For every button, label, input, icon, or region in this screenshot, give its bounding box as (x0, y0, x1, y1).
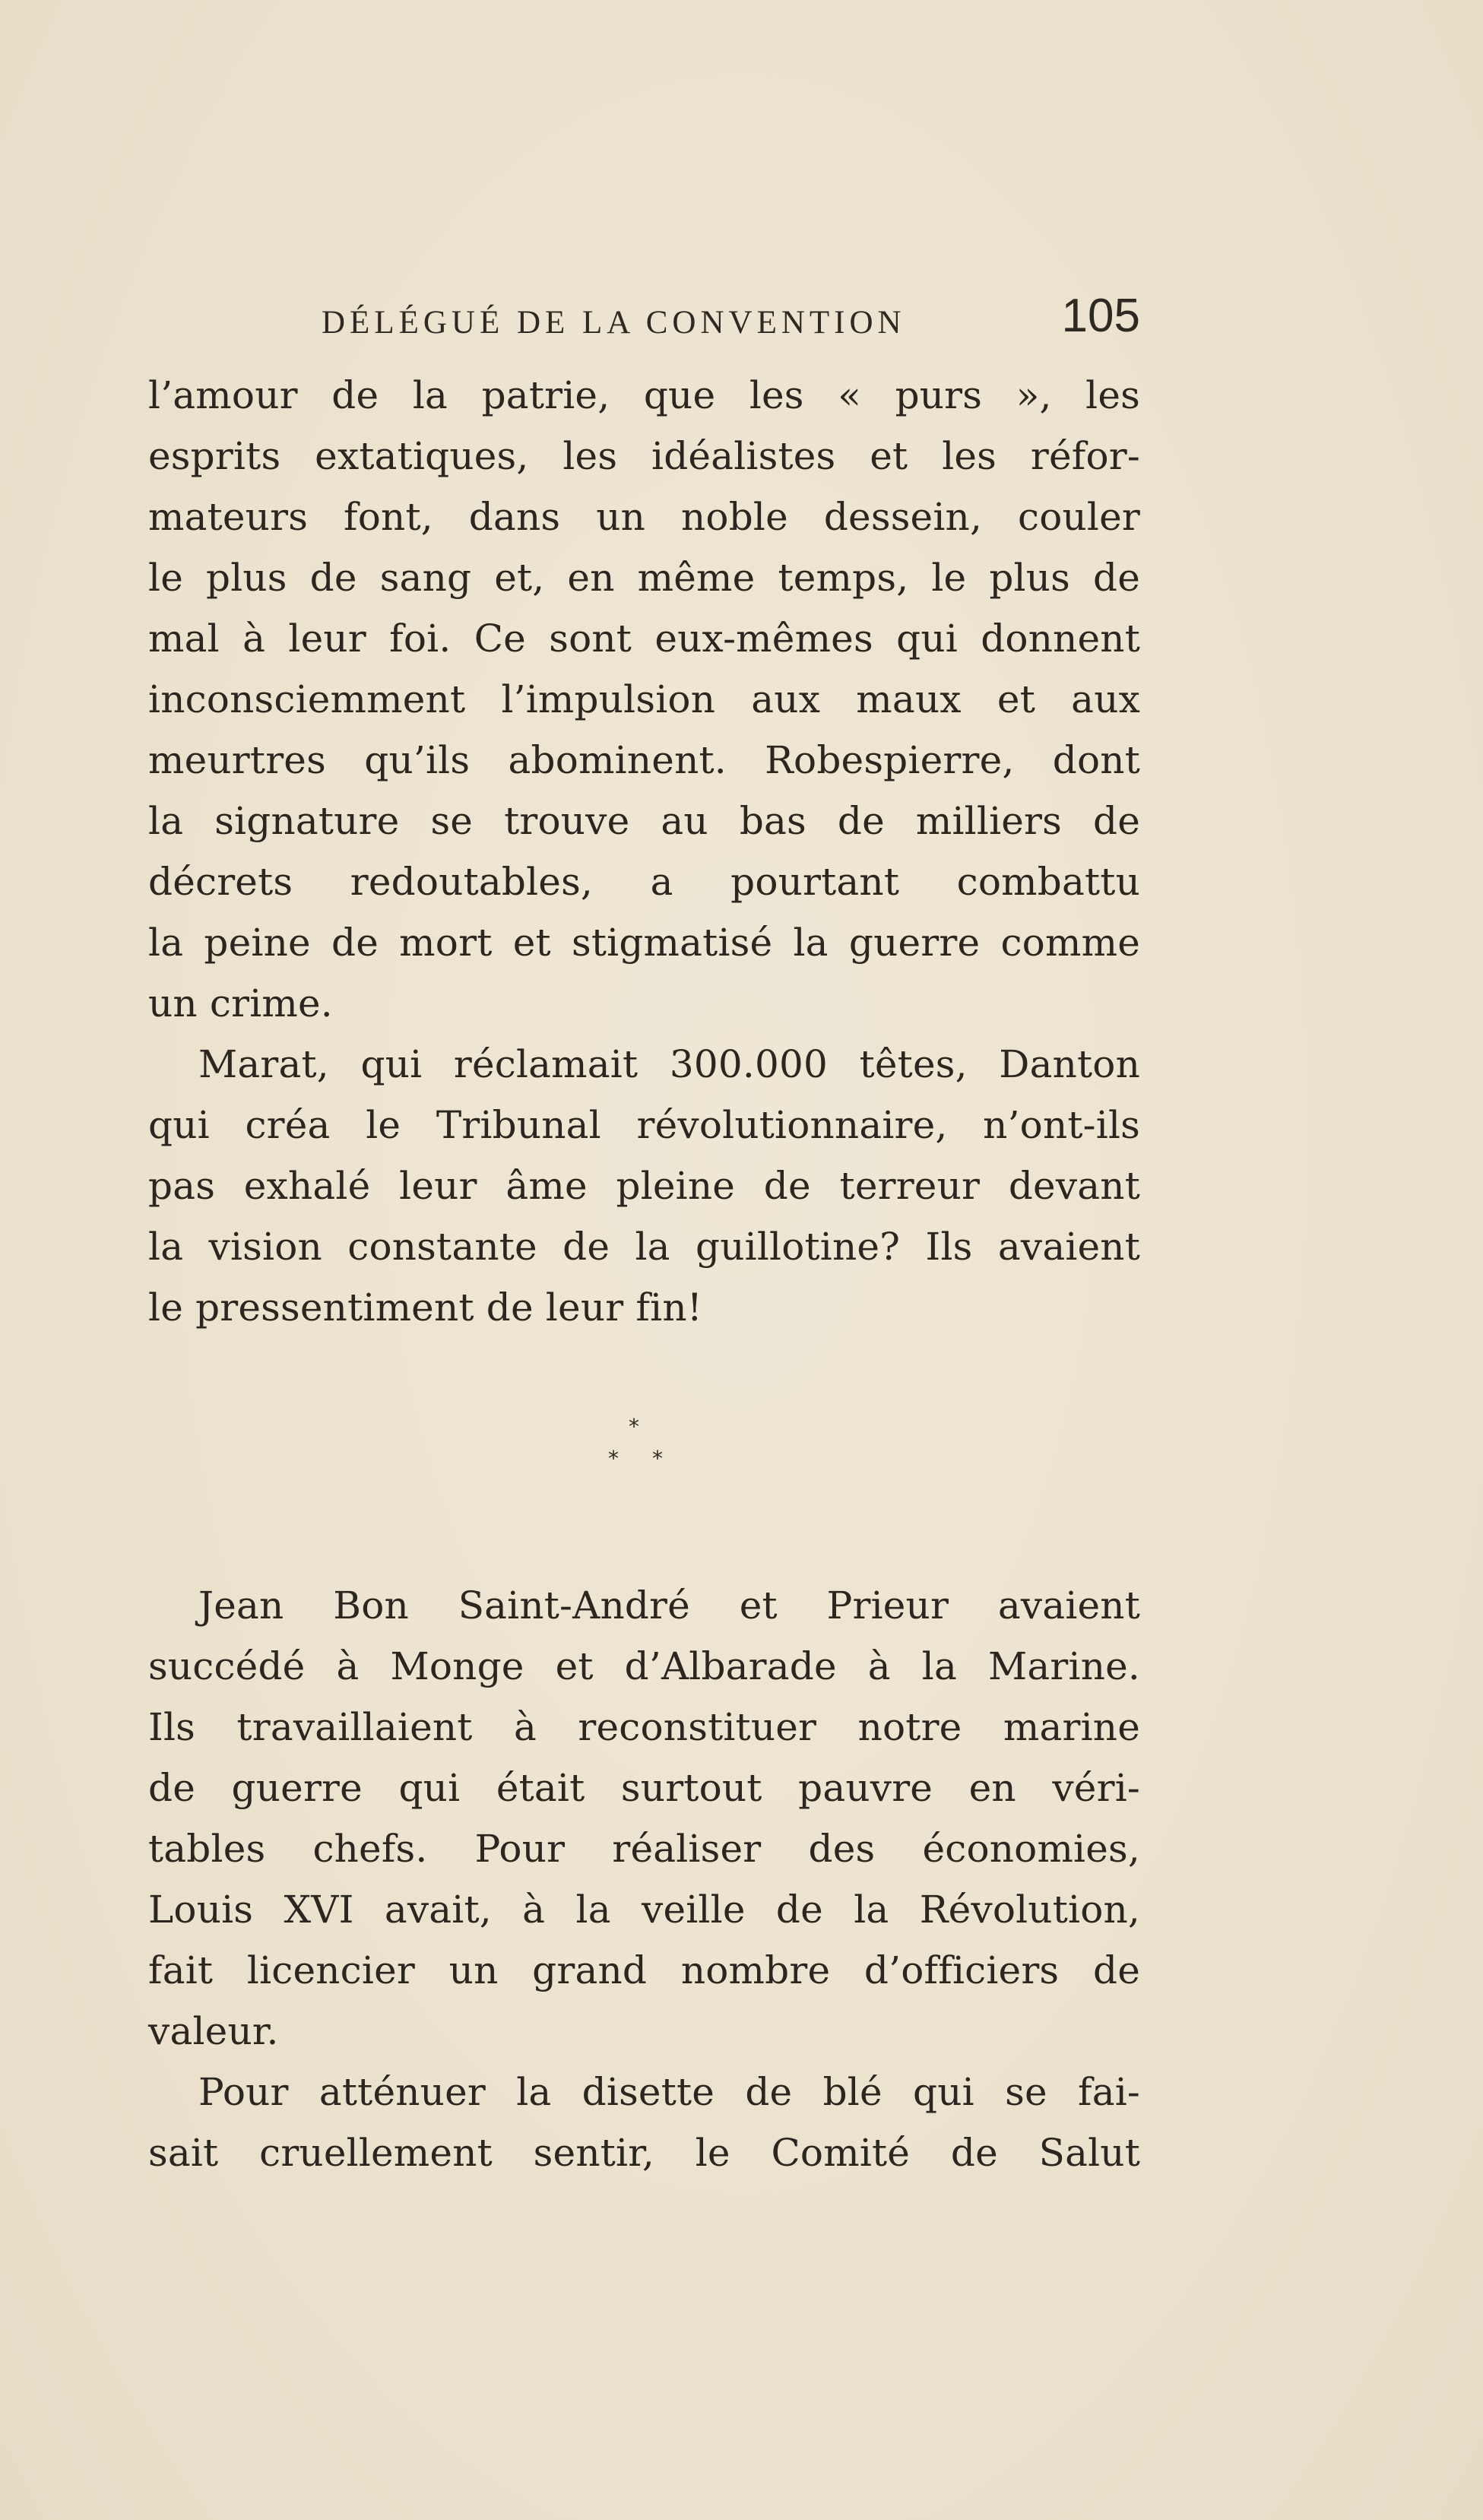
star-icon: * (652, 1446, 663, 1471)
text-line: fait licencier un grand nombre d’officiers de (148, 1948, 1140, 1992)
text-line: mateurs font, dans un noble dessein, couler (148, 495, 1140, 539)
text-line: inconsciemment l’impulsion aux maux et aux (148, 677, 1140, 721)
text-line: l’amour de la patrie, que les « purs », les (148, 373, 1140, 417)
text-line: Ils travaillaient à reconstituer notre marine (148, 1705, 1140, 1749)
text-line: sait cruellement sentir, le Comité de Salut (148, 2131, 1140, 2175)
text-line: la signature se trouve au bas de milliers de (148, 799, 1140, 843)
text-line: qui créa le Tribunal révolutionnaire, n’ont-ils (148, 1103, 1140, 1147)
text-line: meurtres qu’ils abominent. Robespierre, dont (148, 738, 1140, 782)
text-line: Marat, qui réclamait 300.000 têtes, Danton (198, 1042, 1140, 1086)
text-line: pas exhalé leur âme pleine de terreur devant (148, 1164, 1140, 1208)
text-line: mal à leur foi. Ce sont eux-mêmes qui donnent (148, 617, 1140, 661)
running-head (148, 281, 1140, 342)
text-line: de guerre qui était surtout pauvre en véri- (148, 1766, 1140, 1810)
text-line: Jean Bon Saint-André et Prieur avaient (198, 1583, 1140, 1628)
text-line: succédé à Monge et d’Albarade à la Marine. (148, 1644, 1140, 1688)
text-line: la peine de mort et stigmatisé la guerre comme (148, 921, 1140, 965)
page-number: 105 (1061, 290, 1140, 342)
text-line: décrets redoutables, a pourtant combattu (148, 860, 1140, 904)
section-separator-asterism (593, 1414, 684, 1490)
text-line: Louis XVI avait, à la veille de la Révolution, (148, 1888, 1140, 1932)
text-line: la vision constante de la guillotine? Ils avaient (148, 1225, 1140, 1269)
text-line: Pour atténuer la disette de blé qui se fai- (198, 2070, 1140, 2114)
text-line: un crime. (148, 981, 333, 1025)
text-line: le plus de sang et, en même temps, le plus de (148, 556, 1140, 600)
star-icon: * (629, 1414, 639, 1439)
running-title: DÉLÉGUÉ DE LA CONVENTION (322, 305, 906, 341)
text-line: esprits extatiques, les idéalistes et les réfor- (148, 434, 1140, 478)
text-line: le pressentiment de leur fin! (148, 1285, 703, 1330)
text-line: tables chefs. Pour réaliser des économies, (148, 1827, 1140, 1871)
text-line: valeur. (148, 2009, 279, 2053)
paragraph-block-1 (148, 365, 1140, 1338)
star-icon: * (608, 1446, 619, 1471)
paragraph-block-2 (148, 1575, 1140, 2183)
